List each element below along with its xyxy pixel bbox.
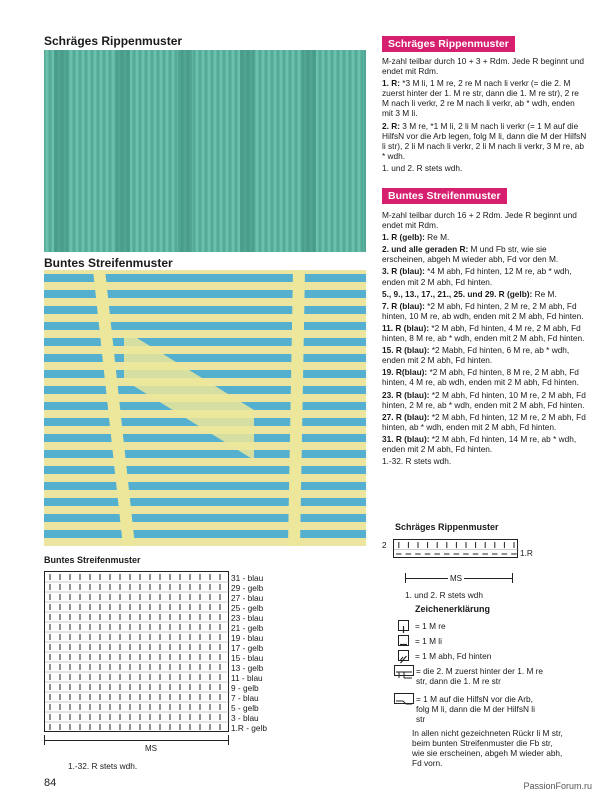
p2-row bbox=[382, 367, 587, 387]
p2-row-label: 19. R(blau): bbox=[382, 367, 428, 378]
p2-row-label: 7. R (blau): bbox=[382, 300, 425, 311]
p2-row-label: 3. R (blau): bbox=[382, 266, 425, 277]
chart2-row-label: 23 - blau bbox=[231, 613, 264, 623]
legend-item-2: = 1 M li bbox=[415, 636, 442, 646]
p2-row-text: *2 Mabh, Fd hinten, 6 M re, ab * wdh, enden mit 2 M abh, Fd hinten. bbox=[382, 345, 570, 366]
p1-r1-label: 1. R: bbox=[382, 78, 400, 89]
p2-row-label: 1. R (gelb): bbox=[382, 232, 425, 243]
p1-repeat: 1. und 2. R stets wdh. bbox=[382, 162, 463, 173]
striped-knit-image bbox=[44, 270, 366, 546]
ribbed-pattern-photo bbox=[44, 50, 366, 252]
chart2-row-label: 19 - blau bbox=[231, 633, 264, 643]
p2-row-text: *2 M abh, Fd hinten, 12 M re, 2 M abh, Fd hinten, ab * wdh, enden mit 2 M abh, Fd hinten. bbox=[382, 411, 586, 432]
p1-r2-label: 2. R: bbox=[382, 120, 400, 131]
pattern1-text bbox=[382, 56, 587, 173]
photo1-title: Schräges Rippenmuster bbox=[44, 34, 183, 48]
stripe-chart-grid bbox=[44, 571, 229, 732]
p2-row-text: *2 M abh, Fd hinten, 8 M re, 2 M abh, Fd hinten, 4 M re, ab wdh, enden mit 2 M abh, Fd hinten. bbox=[382, 367, 579, 388]
p2-row-label: 11. R (blau): bbox=[382, 322, 430, 333]
p2-row-label: 23. R (blau): bbox=[382, 389, 430, 400]
pattern2-intro: M-zahl teilbar durch 16 + 2 Rdm. Jede R beginnt und endet mit Rdm. bbox=[382, 210, 577, 231]
knit-stitch-symbol bbox=[398, 620, 409, 631]
p2-row-label: 15. R (blau): bbox=[382, 345, 430, 356]
p2-row-text: *2 M abh, Fd hinten, 4 M re, 2 M abh, Fd hinten, 8 M re, ab * wdh, enden mit 2 M abh, Fd hinten. bbox=[382, 322, 585, 344]
legend-note: In allen nicht gezeichneten Rückr li M str, beim bunten Streifenmuster die Fb str, wie sie erscheinen, abgeh M wieder abh, Fd vorn. bbox=[412, 728, 563, 768]
p2-row-text: *4 M abh, Fd hinten, 12 M re, ab * wdh, enden mit 2 M abh, Fd hinten. bbox=[382, 266, 572, 287]
legend-item-4: = die 2. M zuerst hinter der 1. M re str, dann die 1. M re str bbox=[416, 666, 544, 686]
p2-row bbox=[382, 244, 587, 264]
chart2-title: Buntes Streifenmuster bbox=[44, 555, 141, 565]
page-number: 84 bbox=[44, 777, 57, 789]
teal-knit-image bbox=[44, 50, 366, 252]
stripe-chart-svg bbox=[45, 572, 230, 733]
p1-r2-text: 3 M re, *1 M li, 2 li M nach li verkr (= 1 M auf die HilfsN vor die Arb legen, folg M li, dann die M der HilfsN li str), 2 li M nach li verkr, 2 li M nach li verkr, 3 M re, ab * wdh. bbox=[382, 120, 587, 161]
p2-row bbox=[382, 289, 587, 299]
p2-row bbox=[382, 266, 587, 286]
p2-row-text: Re M. bbox=[532, 288, 557, 299]
p2-row bbox=[382, 390, 587, 410]
chart2-row-label: 29 - gelb bbox=[231, 583, 264, 593]
slip-stitch-symbol bbox=[398, 650, 409, 661]
p2-row bbox=[382, 434, 587, 454]
rib-chart-svg bbox=[394, 540, 519, 559]
p2-row-label: 5., 9., 13., 17., 21., 25. und 29. R (gelb): bbox=[382, 288, 533, 299]
chart2-row-label: 27 - blau bbox=[231, 593, 264, 603]
chart2-row-label: 1.R - gelb bbox=[231, 723, 267, 733]
chart2-row-label: 13 - gelb bbox=[231, 663, 264, 673]
pattern2-text bbox=[382, 210, 587, 466]
pattern1-intro: M-zahl teilbar durch 10 + 3 + Rdm. Jede R beginnt und endet mit Rdm. bbox=[382, 56, 585, 77]
pattern1-heading: Schräges Rippenmuster bbox=[382, 36, 515, 52]
chart1-row2: 2 bbox=[382, 540, 387, 550]
chart2-ms: MS bbox=[145, 744, 157, 753]
chart2-row-label: 7 - blau bbox=[231, 693, 259, 703]
purl-stitch-symbol bbox=[398, 635, 409, 646]
chart2-row-label: 9 - gelb bbox=[231, 683, 259, 693]
purl-cross-symbol bbox=[394, 693, 414, 704]
p2-row-label: 27. R (blau): bbox=[382, 411, 430, 422]
legend-item-5: = 1 M auf die HilfsN vor die Arb, folg M li, dann die M der HilfsN li str bbox=[416, 694, 535, 724]
p2-row-text: Re M. bbox=[424, 232, 450, 243]
chart2-row-label: 25 - gelb bbox=[231, 603, 264, 613]
legend-item-3: = 1 M abh, Fd hinten bbox=[415, 651, 492, 661]
chart2-row-label: 3 - blau bbox=[231, 713, 259, 723]
chart2-row-label: 15 - blau bbox=[231, 653, 264, 663]
chart2-row-label: 17 - gelb bbox=[231, 643, 264, 653]
photo2-title: Buntes Streifenmuster bbox=[44, 256, 173, 270]
p2-row bbox=[382, 345, 587, 365]
chart2-row-label: 31 - blau bbox=[231, 573, 264, 583]
p2-row-label: 31. R (blau): bbox=[382, 433, 430, 444]
chart2-repeat: 1.-32. R stets wdh. bbox=[68, 761, 138, 771]
p2-repeat: 1.-32. R stets wdh. bbox=[382, 456, 452, 467]
p2-row bbox=[382, 301, 587, 321]
p2-row bbox=[382, 412, 587, 432]
legend-title: Zeichenerklärung bbox=[415, 604, 491, 614]
p2-row bbox=[382, 323, 587, 343]
pattern2-heading: Buntes Streifenmuster bbox=[382, 188, 507, 204]
p2-row bbox=[382, 232, 587, 242]
p2-row-text: *2 M abh, Fd hinten, 10 M re, 2 M abh, Fd hinten, 2 M re, ab * wdh, enden mit 2 M abh, Fd hinten. bbox=[382, 389, 586, 410]
chart1-ms: MS bbox=[450, 574, 462, 583]
p2-row-text: *2 M abh, Fd hinten, 14 M re, ab * wdh, enden mit 2 M abh, Fd hinten. bbox=[382, 433, 577, 454]
chart2-row-label: 5 - gelb bbox=[231, 703, 259, 713]
p2-row-label: 2. und alle geraden R: bbox=[382, 244, 469, 255]
chart1-repeat: 1. und 2. R stets wdh bbox=[405, 590, 483, 600]
chart1-title: Schräges Rippenmuster bbox=[395, 522, 499, 532]
stripe-pattern-photo bbox=[44, 270, 366, 546]
legend-item-1: = 1 M re bbox=[415, 621, 446, 631]
rib-chart-grid bbox=[393, 539, 518, 558]
ms-line-left bbox=[44, 740, 229, 741]
chart2-row-label: 11 - blau bbox=[231, 673, 263, 683]
watermark: PassionForum.ru bbox=[523, 781, 592, 791]
right-cross-symbol bbox=[394, 665, 414, 676]
p2-row-text: M und Fb str, wie sie erscheinen, abgeh M wieder abh, Fd vor den M. bbox=[382, 244, 559, 265]
p1-r1-text: *3 M li, 1 M re, 2 re M nach li verkr (= die 2. M zuerst hinter der 1. M re str, dann die 1. M re str), 2 re M nach li verkr, 2 re M nach li verkr, ab * wdh, enden mit 3 M li. bbox=[382, 78, 579, 119]
p2-row-text: *2 M abh, Fd hinten, 2 M re, 2 M abh, Fd hinten, 10 M re, ab wdh, enden mit 2 M abh, Fd hinten. bbox=[382, 300, 584, 321]
chart1-row1: 1.R bbox=[520, 548, 533, 558]
chart2-row-label: 21 - gelb bbox=[231, 623, 264, 633]
